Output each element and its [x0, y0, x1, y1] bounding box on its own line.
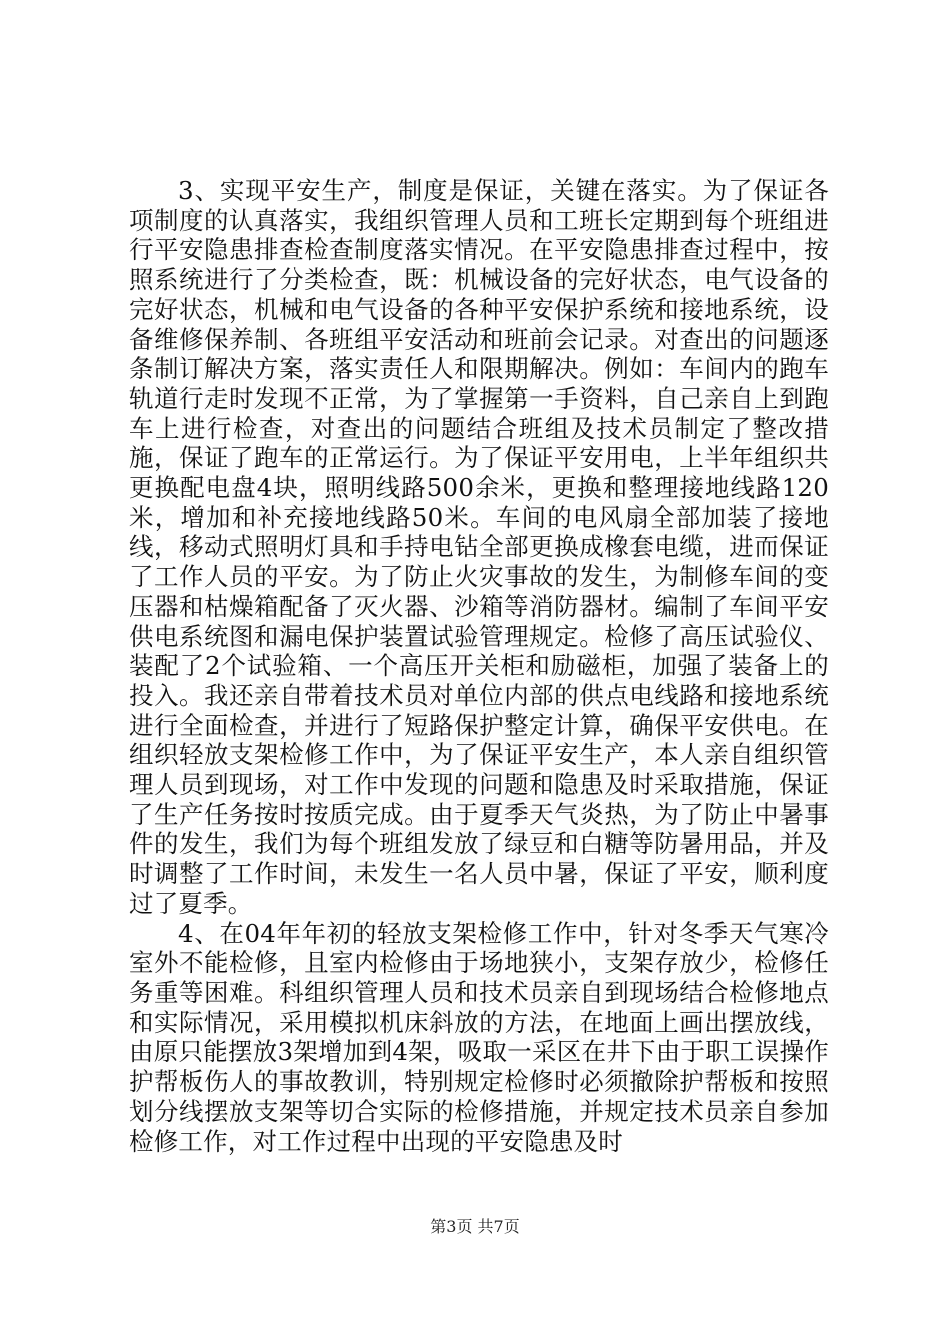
paragraph-4-support-maintenance: 4、在04年年初的轻放支架检修工作中，针对冬季天气寒冷室外不能检修，且室内检修由于场地狭小，支架存放少，检修任务重等困难。科组织管理人员和技术员亲自到现场结合检修地点和实际情况，采用模拟机床斜放的方法，在地面上画出摆放线，由原只能摆放3架增加到4架，吸取一采区在井下由于职工误操作护帮板伤人的事故教训，特别规定检修时必须撤除护帮板和按照划分线摆放支架等切合实际的检修措施，并规定技术员亲自参加检修工作，对工作过程中出现的平安隐患及时 [129, 918, 829, 1156]
paragraph-3-safety-system: 3、实现平安生产，制度是保证，关键在落实。为了保证各项制度的认真落实，我组织管理人员和工班长定期到每个班组进行平安隐患排查检查制度落实情况。在平安隐患排查过程中，按照系统进行了分类检查，既：机械设备的完好状态，电气设备的完好状态，机械和电气设备的各种平安保护系统和接地系统，设备维修保养制、各班组平安活动和班前会记录。对查出的问题逐条制订解决方案，落实责任人和限期解决。例如：车间内的跑车轨道行走时发现不正常，为了掌握第一手资料，自己亲自上到跑车上进行检查，对查出的问题结合班组及技术员制定了整改措施，保证了跑车的正常运行。为了保证平安用电，上半年组织共更换配电盘4块，照明线路500余米，更换和整理接地线路120米，增加和补充接地线路50米。车间的电风扇全部加装了接地线，移动式照明灯具和手持电钻全部更换成橡套电缆，进而保证了工作人员的平安。为了防止火灾事故的发生，为制修车间的变压器和枯燥箱配备了灭火器、沙箱等消防器材。编制了车间平安供电系统图和漏电保护装置试验管理规定。检修了高压试验仪、装配了2个试验箱、一个高压开关柜和励磁柜，加强了装备上的投入。我还亲自带着技术员对单位内部的供点电线路和接地系统进行全面检查，并进行了短路保护整定计算，确保平安供电。在组织轻放支架检修工作中，为了保证平安生产，本人亲自组织管理人员到现场，对工作中发现的问题和隐患及时采取措施，保证了生产任务按时按质完成。由于夏季天气炎热，为了防止中暑事件的发生，我们为每个班组发放了绿豆和白糖等防暑用品，并及时调整了工作时间，未发生一名人员中暑，保证了平安，顺利度过了夏季。 [129, 176, 829, 918]
document-body [129, 176, 829, 1156]
page-number-footer: 第3页 共7页 [430, 1217, 520, 1236]
